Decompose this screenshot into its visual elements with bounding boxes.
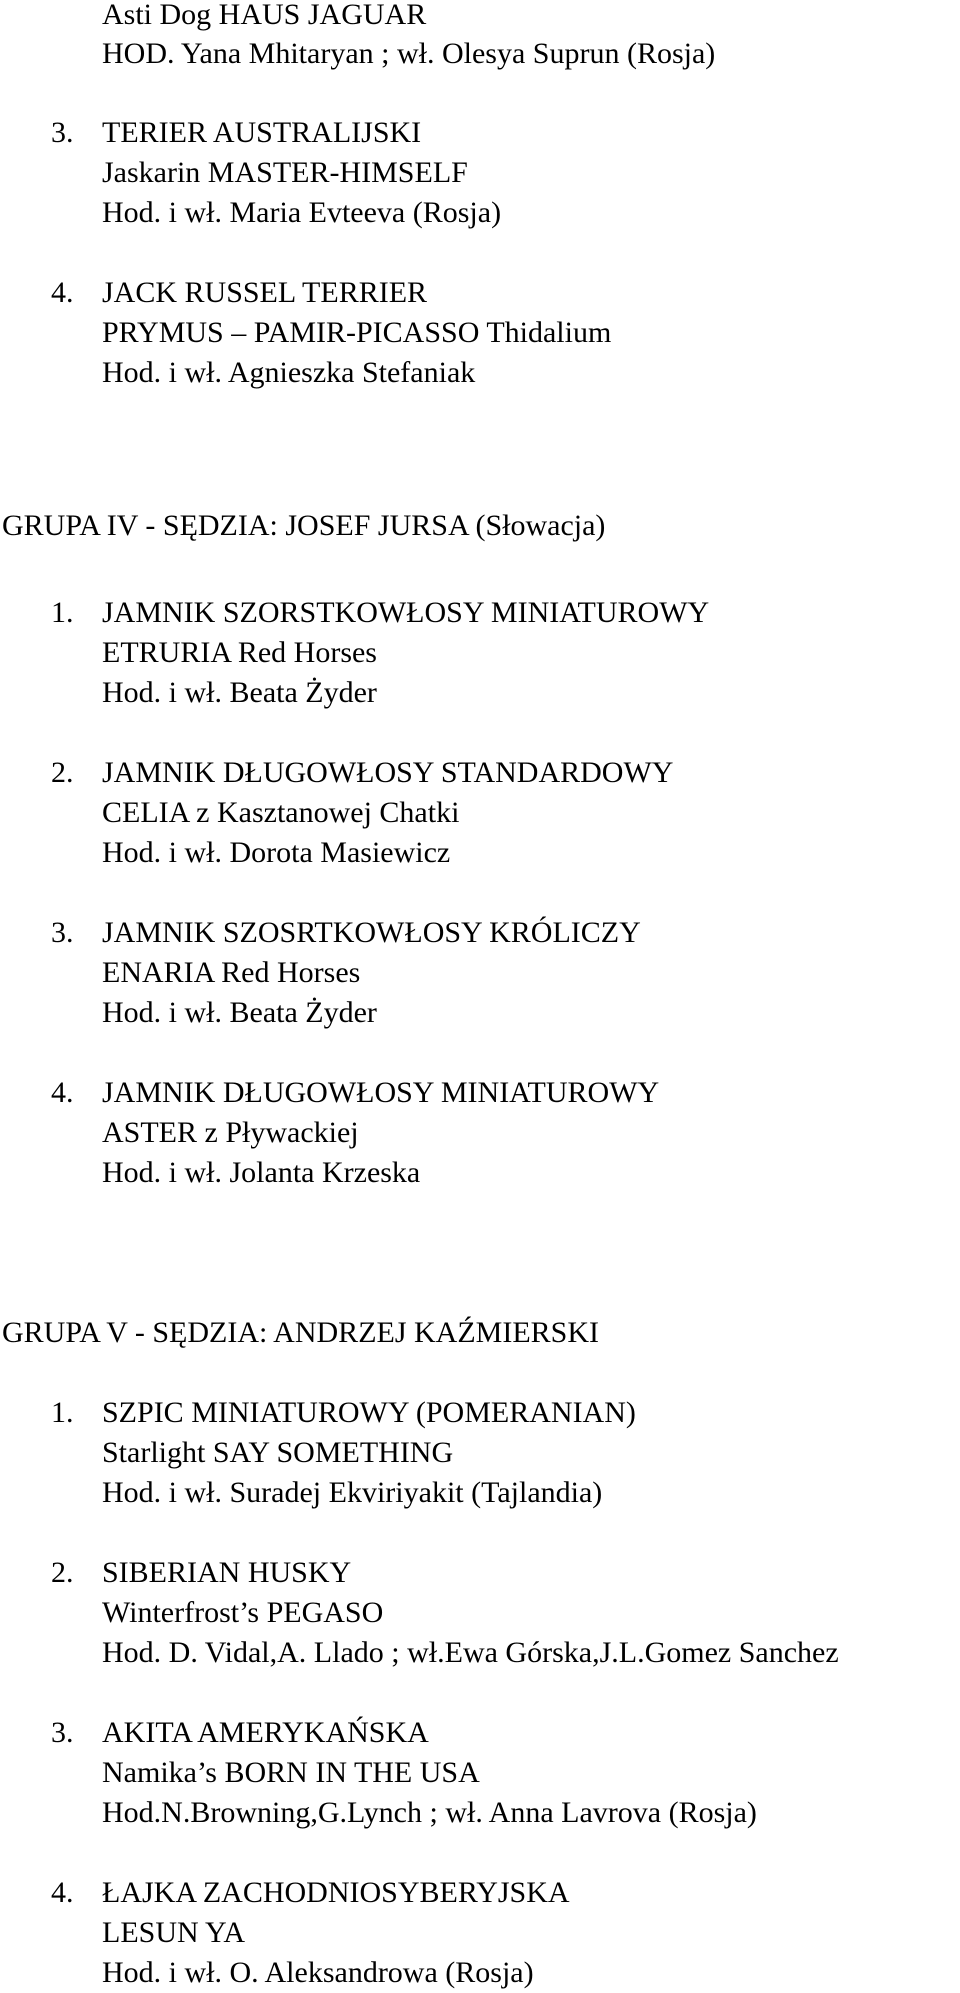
entry-breed: JAMNIK SZORSTKOWŁOSY MINIATUROWY [102,596,710,629]
entry-breed: JAMNIK DŁUGOWŁOSY MINIATUROWY [102,1076,660,1109]
entry-breed: ŁAJKA ZACHODNIOSYBERYJSKA [102,1876,570,1909]
group-heading: GRUPA V - SĘDZIA: ANDRZEJ KAŹMIERSKI [2,1316,600,1349]
entry-number: 2. [51,756,74,789]
entry-breed: AKITA AMERYKAŃSKA [102,1716,429,1749]
top-entry-dog: Asti Dog HAUS JAGUAR [102,0,427,31]
entry-number: 4. [51,1876,74,1909]
entry-number: 3. [51,916,74,949]
entry-dog: LESUN YA [102,1916,246,1949]
entry-breed: JAMNIK DŁUGOWŁOSY STANDARDOWY [102,756,674,789]
group-heading: GRUPA IV - SĘDZIA: JOSEF JURSA (Słowacja) [2,509,606,542]
entry-number: 3. [51,116,74,149]
entry-dog: Namika’s BORN IN THE USA [102,1756,480,1789]
entry-owner: Hod. i wł. Jolanta Krzeska [102,1156,421,1189]
entry-owner: Hod. i wł. Maria Evteeva (Rosja) [102,196,502,229]
entry-dog: Jaskarin MASTER-HIMSELF [102,156,468,189]
entry-owner: Hod. i wł. Beata Żyder [102,676,377,709]
entry-number: 1. [51,1396,74,1429]
entry-dog: CELIA z Kasztanowej Chatki [102,796,460,829]
entry-owner: Hod. i wł. Beata Żyder [102,996,377,1029]
entry-dog: PRYMUS – PAMIR-PICASSO Thidalium [102,316,612,349]
entry-dog: ETRURIA Red Horses [102,636,377,669]
entry-dog: ENARIA Red Horses [102,956,361,989]
entry-owner: Hod. i wł. O. Aleksandrowa (Rosja) [102,1956,534,1989]
entry-number: 2. [51,1556,74,1589]
entry-breed: SZPIC MINIATUROWY (POMERANIAN) [102,1396,636,1429]
entry-owner: Hod. i wł. Suradej Ekviriyakit (Tajlandia) [102,1476,603,1509]
entry-number: 3. [51,1716,74,1749]
entry-owner: Hod. i wł. Agnieszka Stefaniak [102,356,476,389]
top-entry-owner: HOD. Yana Mhitaryan ; wł. Olesya Suprun (Rosja) [102,37,716,70]
entry-breed: TERIER AUSTRALIJSKI [102,116,422,149]
entry-dog: Starlight SAY SOMETHING [102,1436,454,1469]
entry-dog: ASTER z Pływackiej [102,1116,359,1149]
entry-number: 1. [51,596,74,629]
entry-breed: JAMNIK SZOSRTKOWŁOSY KRÓLICZY [102,916,641,949]
entry-owner: Hod. D. Vidal,A. Llado ; wł.Ewa Górska,J.L.Gomez Sanchez [102,1636,839,1669]
entry-owner: Hod. i wł. Dorota Masiewicz [102,836,451,869]
entry-breed: SIBERIAN HUSKY [102,1556,352,1589]
entry-owner: Hod.N.Browning,G.Lynch ; wł. Anna Lavrova (Rosja) [102,1796,757,1829]
entry-number: 4. [51,276,74,309]
entry-number: 4. [51,1076,74,1109]
entry-dog: Winterfrost’s PEGASO [102,1596,384,1629]
entry-breed: JACK RUSSEL TERRIER [102,276,428,309]
